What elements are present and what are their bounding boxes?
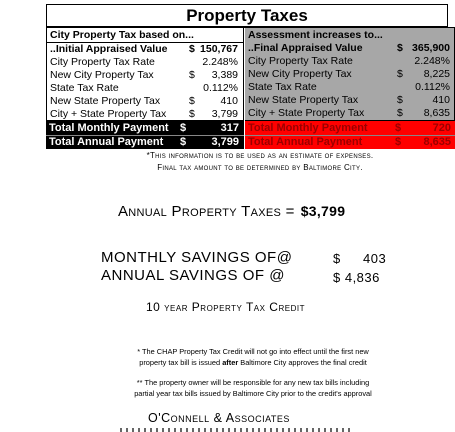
company-name: O'Connell & Associates: [148, 411, 290, 425]
table-row: [47, 43, 243, 56]
note-1-post: Baltimore City approves the final credit: [238, 358, 367, 367]
row-label: City + State Property Tax: [248, 107, 365, 119]
total-currency: $: [395, 122, 402, 134]
row-value: 410: [432, 94, 450, 106]
assessment-panel: [245, 27, 455, 121]
row-label: New State Property Tax: [248, 94, 359, 106]
table-row: [245, 94, 454, 107]
row-currency: $: [189, 43, 195, 55]
assessment-header-label: Assessment increases to...: [248, 29, 383, 41]
row-currency: $: [189, 69, 195, 81]
note-1-pre: property tax bill is issued: [139, 358, 223, 367]
table-row: [47, 56, 243, 69]
row-label: New City Property Tax: [248, 68, 352, 80]
row-currency: $: [397, 42, 403, 54]
total-value: 8,635: [423, 136, 451, 148]
table-row: [47, 95, 243, 108]
current-tax-panel: [46, 27, 244, 121]
total-annual-row: [245, 135, 455, 149]
total-currency: $: [180, 122, 187, 134]
table-row: [245, 55, 454, 68]
table-row: [47, 69, 243, 82]
annual-savings-amount: $ 4,836: [333, 270, 380, 285]
total-label: Total Monthly Payment: [248, 122, 368, 134]
total-label: Total Annual Payment: [49, 136, 164, 148]
row-currency: $: [397, 94, 403, 106]
total-monthly-row: [46, 121, 244, 135]
row-value: 365,900: [412, 42, 450, 54]
row-currency: $: [397, 107, 403, 119]
table-row: [245, 42, 454, 55]
row-label: City + State Property Tax: [50, 108, 167, 120]
note-1-line-2: [0, 357, 455, 368]
note-1-line-1: * The CHAP Property Tax Credit will not go into effect until the first new: [137, 347, 369, 356]
total-value: 720: [432, 122, 451, 134]
table-row: [245, 68, 454, 81]
row-label: State Tax Rate: [50, 82, 119, 94]
current-totals: [46, 121, 244, 149]
total-label: Total Monthly Payment: [49, 122, 169, 134]
monthly-savings-label: MONTHLY SAVINGS OF@: [101, 249, 293, 266]
cut-off-text: [120, 428, 350, 432]
row-label: ..Final Appraised Value: [248, 42, 363, 54]
row-value: 8,635: [423, 107, 450, 119]
row-value: 2.248%: [202, 56, 238, 68]
current-tax-header-label: City Property Tax based on...: [50, 29, 194, 41]
total-currency: $: [180, 136, 187, 148]
row-value: 0.112%: [203, 82, 238, 94]
row-currency: $: [397, 68, 403, 80]
row-value: 8,225: [423, 68, 450, 80]
page-title: Property Taxes: [46, 4, 448, 28]
annual-savings-label: ANNUAL SAVINGS OF @: [101, 267, 285, 284]
row-label: City Property Tax Rate: [50, 56, 155, 68]
table-row: [245, 107, 454, 120]
credit-title: 10 year Property Tax Credit: [146, 300, 305, 314]
disclaimer-line-2: Final tax amount to be determined by Baltimore City.: [157, 163, 363, 172]
total-monthly-row: [245, 121, 455, 135]
table-row: [245, 81, 454, 94]
row-value: 0.112%: [415, 81, 450, 93]
row-label: ..Initial Appraised Value: [50, 43, 168, 55]
total-value: 3,799: [211, 136, 239, 148]
total-currency: $: [395, 136, 402, 148]
monthly-savings-currency: $: [333, 251, 341, 266]
row-currency: $: [189, 108, 195, 120]
row-label: City Property Tax Rate: [248, 55, 353, 67]
row-label: State Tax Rate: [248, 81, 317, 93]
annual-taxes-amount: $3,799: [300, 203, 346, 219]
current-tax-header: [47, 28, 243, 43]
annual-savings: [101, 267, 380, 285]
total-value: 317: [220, 122, 239, 134]
row-value: 150,767: [200, 43, 238, 55]
total-annual-row: [46, 135, 244, 149]
row-value: 2.248%: [414, 55, 450, 67]
annual-property-taxes: [118, 203, 345, 220]
disclaimer-line-1: *This information is to be used as an estimate of expenses.: [146, 151, 374, 160]
monthly-savings-value: 403: [363, 251, 387, 266]
table-row: [47, 82, 243, 95]
note-2-line-2: partial year tax bills issued by Baltimore City prior to the credit's approval: [134, 389, 372, 398]
monthly-savings: [101, 249, 387, 266]
annual-taxes-label: Annual Property Taxes =: [118, 203, 295, 220]
row-currency: $: [189, 95, 195, 107]
assessment-header: [245, 28, 454, 42]
table-row: [47, 108, 243, 121]
row-label: New City Property Tax: [50, 69, 154, 81]
row-label: New State Property Tax: [50, 95, 161, 107]
note-1-bold: after: [222, 358, 239, 367]
total-label: Total Annual Payment: [248, 136, 363, 148]
row-value: 3,389: [211, 69, 238, 81]
note-2-line-1: ** The property owner will be responsible for any new tax bills including: [136, 378, 370, 387]
assessment-totals: [245, 121, 455, 149]
row-value: 410: [220, 95, 238, 107]
row-value: 3,799: [211, 108, 238, 120]
